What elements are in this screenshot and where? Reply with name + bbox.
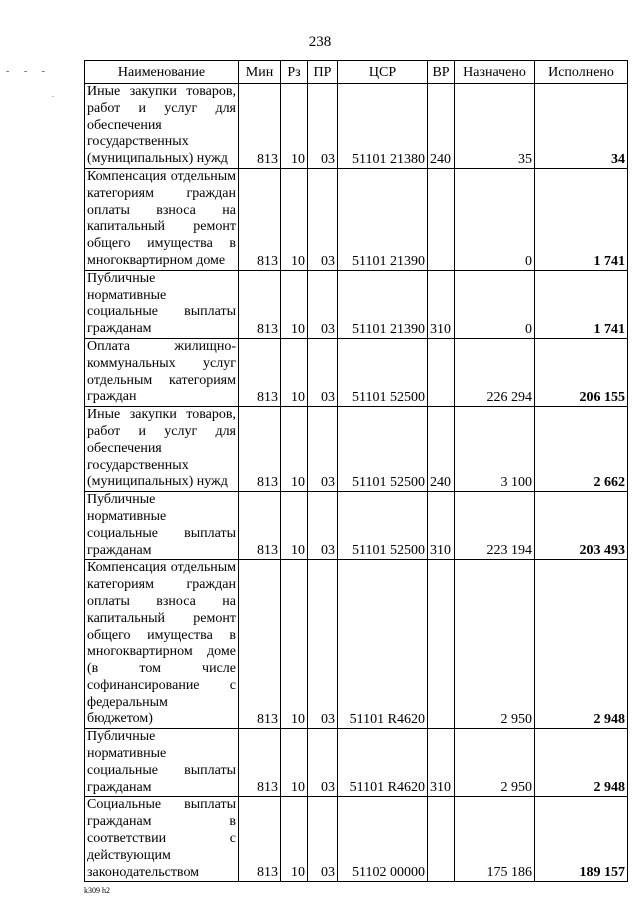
cell-rz: 10 <box>281 84 308 169</box>
cell-pr: 03 <box>308 492 338 560</box>
header-pr: ПР <box>308 61 338 84</box>
cell-name: Иные закупки товаров, работ и услуг для обеспечения государственных (муниципальных) нужд <box>85 407 239 492</box>
cell-rz: 10 <box>281 560 308 729</box>
header-executed: Исполнено <box>535 61 628 84</box>
cell-csr: 51101 21390 <box>338 270 428 338</box>
cell-csr: 51101 52500 <box>338 338 428 406</box>
table-row <box>85 338 628 406</box>
cell-executed: 2 948 <box>535 729 628 797</box>
table-row <box>85 407 628 492</box>
cell-vr: 310 <box>428 492 455 560</box>
cell-rz: 10 <box>281 729 308 797</box>
cell-assigned: 35 <box>455 84 535 169</box>
cell-name: Оплата жилищно-коммунальных услуг отдельным категориям граждан <box>85 338 239 406</box>
cell-name: Компенсация отдельным категориям граждан оплаты взноса на капитальный ремонт общего имущества в многоквартирном доме <box>85 168 239 270</box>
cell-assigned: 0 <box>455 168 535 270</box>
cell-vr <box>428 168 455 270</box>
cell-pr: 03 <box>308 729 338 797</box>
cell-executed: 1 741 <box>535 168 628 270</box>
header-rz: Рз <box>281 61 308 84</box>
cell-rz: 10 <box>281 168 308 270</box>
table-row <box>85 560 628 729</box>
cell-assigned: 0 <box>455 270 535 338</box>
cell-assigned: 2 950 <box>455 729 535 797</box>
cell-pr: 03 <box>308 797 338 882</box>
header-csr: ЦСР <box>338 61 428 84</box>
table-row <box>85 797 628 882</box>
cell-vr: 310 <box>428 729 455 797</box>
cell-pr: 03 <box>308 407 338 492</box>
cell-executed: 34 <box>535 84 628 169</box>
cell-name: Публичные нормативные социальные выплаты гражданам <box>85 492 239 560</box>
table-row <box>85 270 628 338</box>
cell-min: 813 <box>239 168 281 270</box>
cell-name: Публичные нормативные социальные выплаты гражданам <box>85 270 239 338</box>
cell-pr: 03 <box>308 338 338 406</box>
cell-min: 813 <box>239 338 281 406</box>
header-assigned: Назначено <box>455 61 535 84</box>
cell-min: 813 <box>239 560 281 729</box>
cell-assigned: 226 294 <box>455 338 535 406</box>
cell-min: 813 <box>239 270 281 338</box>
cell-rz: 10 <box>281 407 308 492</box>
cell-vr: 240 <box>428 407 455 492</box>
cell-assigned: 175 186 <box>455 797 535 882</box>
cell-rz: 10 <box>281 270 308 338</box>
cell-assigned: 3 100 <box>455 407 535 492</box>
cell-rz: 10 <box>281 797 308 882</box>
cell-csr: 51102 00000 <box>338 797 428 882</box>
cell-pr: 03 <box>308 560 338 729</box>
cell-name: Публичные нормативные социальные выплаты гражданам <box>85 729 239 797</box>
table-header-row <box>85 61 628 84</box>
cell-min: 813 <box>239 84 281 169</box>
footer-code: k309 h2 <box>84 886 110 895</box>
cell-pr: 03 <box>308 270 338 338</box>
cell-executed: 189 157 <box>535 797 628 882</box>
cell-csr: 51101 R4620 <box>338 560 428 729</box>
cell-rz: 10 <box>281 492 308 560</box>
cell-assigned: 223 194 <box>455 492 535 560</box>
cell-min: 813 <box>239 492 281 560</box>
cell-executed: 1 741 <box>535 270 628 338</box>
cell-csr: 51101 52500 <box>338 407 428 492</box>
cell-min: 813 <box>239 407 281 492</box>
cell-vr: 240 <box>428 84 455 169</box>
cell-csr: 51101 R4620 <box>338 729 428 797</box>
cell-vr <box>428 560 455 729</box>
margin-mark: - - - <box>6 66 51 77</box>
cell-vr: 310 <box>428 270 455 338</box>
cell-csr: 51101 52500 <box>338 492 428 560</box>
table-row <box>85 84 628 169</box>
cell-executed: 2 662 <box>535 407 628 492</box>
table-row <box>85 168 628 270</box>
header-min: Мин <box>239 61 281 84</box>
cell-executed: 2 948 <box>535 560 628 729</box>
cell-vr <box>428 338 455 406</box>
cell-csr: 51101 21380 <box>338 84 428 169</box>
page-number: 238 <box>308 34 332 50</box>
margin-dot: . <box>52 90 54 99</box>
cell-vr <box>428 797 455 882</box>
cell-name: Социальные выплаты гражданам в соответствии с действующим законодательством <box>85 797 239 882</box>
cell-executed: 206 155 <box>535 338 628 406</box>
cell-min: 813 <box>239 729 281 797</box>
cell-pr: 03 <box>308 168 338 270</box>
cell-rz: 10 <box>281 338 308 406</box>
cell-pr: 03 <box>308 84 338 169</box>
header-name: Наименование <box>85 61 239 84</box>
header-vr: ВР <box>428 61 455 84</box>
cell-min: 813 <box>239 797 281 882</box>
cell-name: Иные закупки товаров, работ и услуг для обеспечения государственных (муниципальных) нужд <box>85 84 239 169</box>
cell-executed: 203 493 <box>535 492 628 560</box>
cell-name: Компенсация отдельным категориям граждан оплаты взноса на капитальный ремонт общего имущества в многоквартирном доме (в том числе софинансирование с федеральным бюджетом) <box>85 560 239 729</box>
budget-table <box>84 60 628 882</box>
cell-csr: 51101 21390 <box>338 168 428 270</box>
cell-assigned: 2 950 <box>455 560 535 729</box>
table-row <box>85 729 628 797</box>
table-row <box>85 492 628 560</box>
